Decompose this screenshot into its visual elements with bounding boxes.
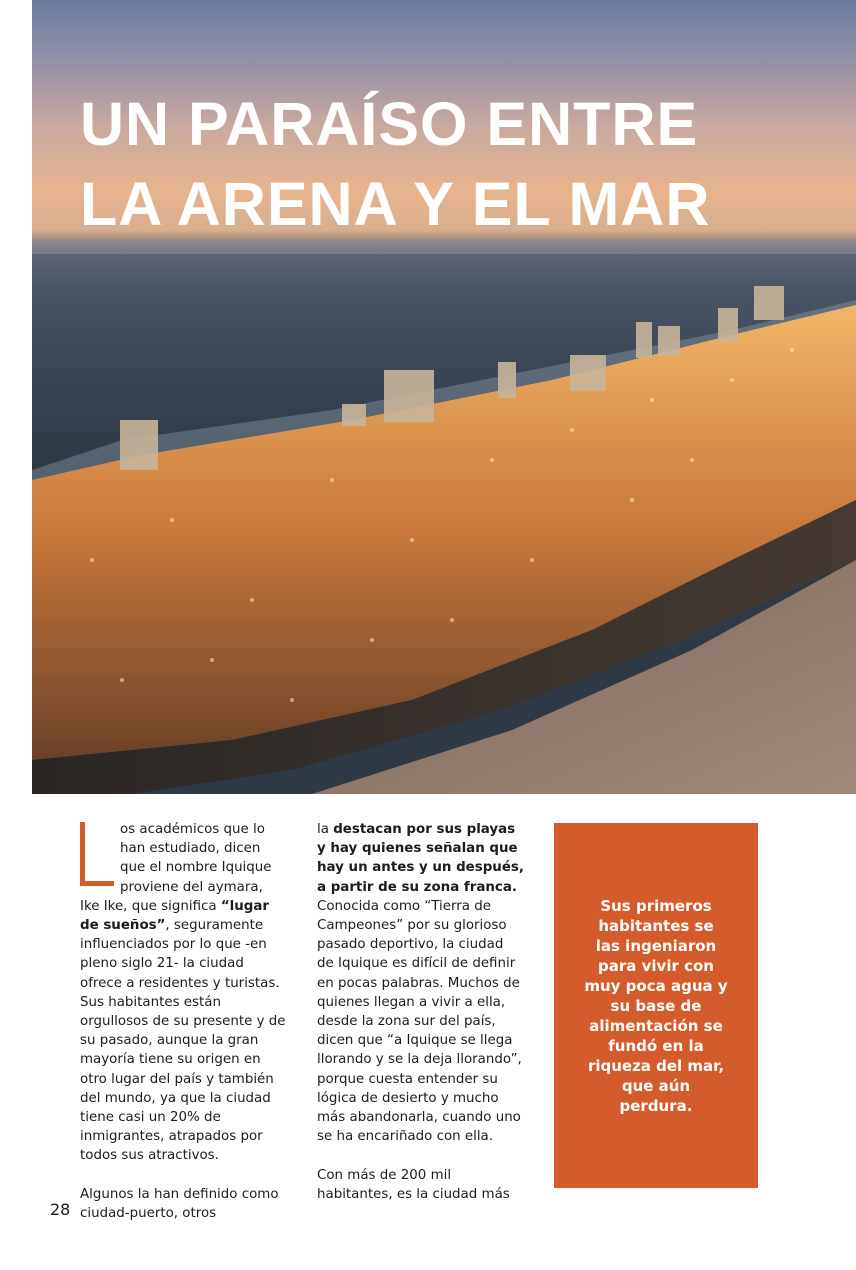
p3-text-cont: Conocida como “Tierra de Campeones” por su glorioso pasado deportivo, la ciudad de Iquique es difícil de definir en pocas palabras. Muchos de quienes llegan a vivir a ella, desde la zona sur del país, dicen que “a Iquique se llega llorando y se la deja llorando”, porque cuesta entender su lógica de desierto y mucho más abandonarla, cuando uno se ha encariñado con ella.	[317, 898, 522, 1145]
intro-text-cont: , seguramente influenciados por lo que -en pleno siglo 21- la ciudad ofrece a residentes y turistas. Sus habitantes están orgullosos de su presente y de su pasado, aunque la gran mayoría tiene su origen en otro lugar del país y también del mundo, ya que la ciudad tiene casi un 20% de inmigrantes, atrapados por todos sus atractivos.	[80, 918, 286, 1164]
article-column-2	[317, 820, 524, 1204]
page-number: 28	[50, 1200, 71, 1219]
article-column-1	[80, 820, 286, 1223]
paragraph-2: Algunos la han definido como ciudad-puerto, otros	[80, 1186, 279, 1222]
intro-text: os académicos que lo han estudiado, dicen que el nombre Iquique proviene del aymara, Ike Ike, que significa	[80, 822, 272, 914]
hero-photo	[32, 0, 856, 794]
p3-text: la	[317, 822, 334, 837]
paragraph-3	[317, 820, 524, 1146]
headline: UN PARAÍSO ENTRE LA ARENA Y EL MAR	[80, 90, 711, 238]
p3-bold: destacan por sus playas y hay quienes señalan que hay un antes y un después, a partir de su zona franca.	[317, 822, 524, 895]
pull-quote-text: Sus primeros habitantes se las ingeniaron para vivir con muy poca agua y su base de alimentación se fundó en la riqueza del mar, que aún perdura.	[584, 896, 728, 1115]
paragraph-4: Con más de 200 mil habitantes, es la ciudad más	[317, 1167, 510, 1202]
drop-cap-bracket	[80, 822, 114, 886]
intro-bold: “lugar de sueños”	[80, 898, 269, 934]
pull-quote-box	[554, 823, 758, 1188]
